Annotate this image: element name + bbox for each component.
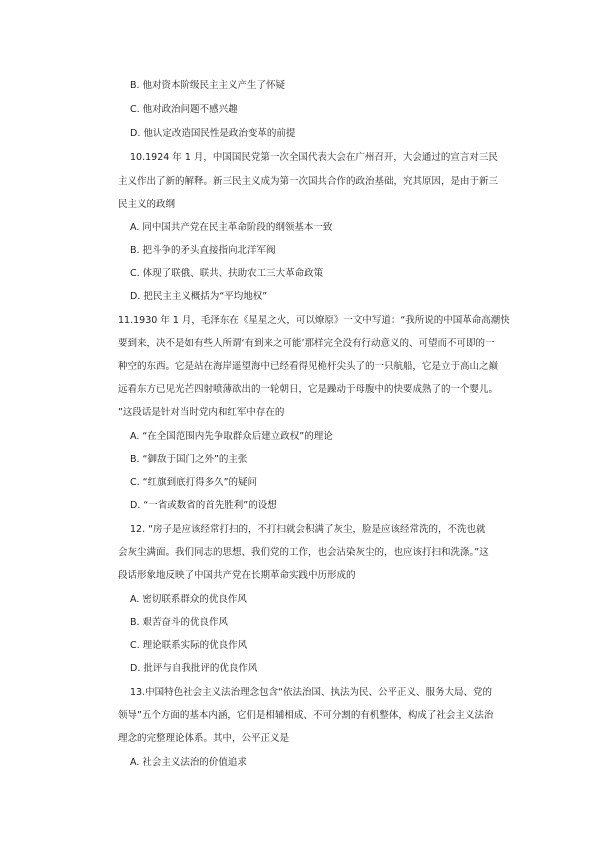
q11-stem-line-3: 种空的东西。它是站在海岸遥望海中已经看得见桅杆尖头了的一只航船，它是立于高山之巅 <box>118 361 499 372</box>
q13-stem-line-1: 13.中国特色社会主义法治理念包含“依法治国、执法为民、公平正义、服务大局、党的 <box>130 687 493 698</box>
q10-stem-line-2: 主义作出了新的解释。新三民主义成为第一次国共合作的政治基础，究其原因，是由于新三 <box>118 176 499 187</box>
q12-stem-line-1: 12. “房子是应该经常打扫的，不打扫就会积满了灰尘，脸是应该经常洗的，不洗也就 <box>130 524 486 535</box>
q9-option-d: D. 他认定改造国民性是政治变革的前提 <box>130 128 296 139</box>
q10-stem-line-1: 10.1924 年 1 月，中国国民党第一次全国代表大会在广州召开，大会通过的宣言对三民 <box>130 152 498 163</box>
q9-option-b: B. 他对资本阶级民主主义产生了怀疑 <box>130 80 286 91</box>
q10-option-d: D. 把民主主义概括为“平均地权” <box>130 291 268 302</box>
q12-stem-line-2: 会灰尘满面。我们同志的思想、我们党的工作，也会沾染灰尘的，也应该打扫和洗涤。”这 <box>118 547 489 558</box>
q11-stem-line-4: 远看东方已见光芒四射喷薄欲出的一轮朝日，它是躁动于母腹中的快要成熟了的一个婴儿。 <box>118 384 499 395</box>
q12-stem-line-3: 段话形象地反映了中国共产党在长期革命实践中历形成的 <box>118 570 356 581</box>
q10-option-c: C. 体现了联俄、联共、扶助农工三大革命政策 <box>130 268 324 279</box>
q11-option-d: D. “一省或数省的首先胜利”的设想 <box>130 500 277 511</box>
q11-option-a: A. “在全国范围内先争取群众后建立政权”的理论 <box>130 431 333 442</box>
q13-option-a: A. 社会主义法治的价值追求 <box>130 757 247 768</box>
q12-option-a: A. 密切联系群众的优良作风 <box>130 594 247 605</box>
q13-stem-line-2: 领导”五个方面的基本内涵，它们是相辅相成、不可分割的有机整体，构成了社会主义法治 <box>118 710 494 721</box>
q9-option-c: C. 他对政治问题不感兴趣 <box>130 104 238 115</box>
q12-option-c: C. 理论联系实际的优良作风 <box>130 640 248 651</box>
q10-option-a: A. 同中国共产党在民主革命阶段的纲领基本一致 <box>130 222 333 233</box>
q12-option-b: B. 艰苦奋斗的优良作风 <box>130 617 229 628</box>
q13-stem-line-3: 理念的完整理论体系。其中，公平正义是 <box>118 733 290 744</box>
q11-stem-line-2: 要到来，决不是如有些人所谓‘有到来之可能’那样完全没有行动意义的、可望而不可即的一 <box>118 338 495 349</box>
q11-option-b: B. “御敌于国门之外”的主张 <box>130 454 248 465</box>
q11-stem-line-5: ”这段话是针对当时党内和红军中存在的 <box>118 407 285 418</box>
q12-option-d: D. 批评与自我批评的优良作风 <box>130 663 258 674</box>
q11-stem-line-1: 11.1930 年 1 月，毛泽东在《星星之火，可以燎原》一文中写道：“我所说的中国革命高潮快 <box>118 315 510 326</box>
q10-stem-line-3: 民主义的政纲 <box>118 199 176 210</box>
q11-option-c: C. “红旗到底打得多久”的疑问 <box>130 477 258 488</box>
q10-option-b: B. 把斗争的矛头直接指向北洋军阀 <box>130 245 276 256</box>
